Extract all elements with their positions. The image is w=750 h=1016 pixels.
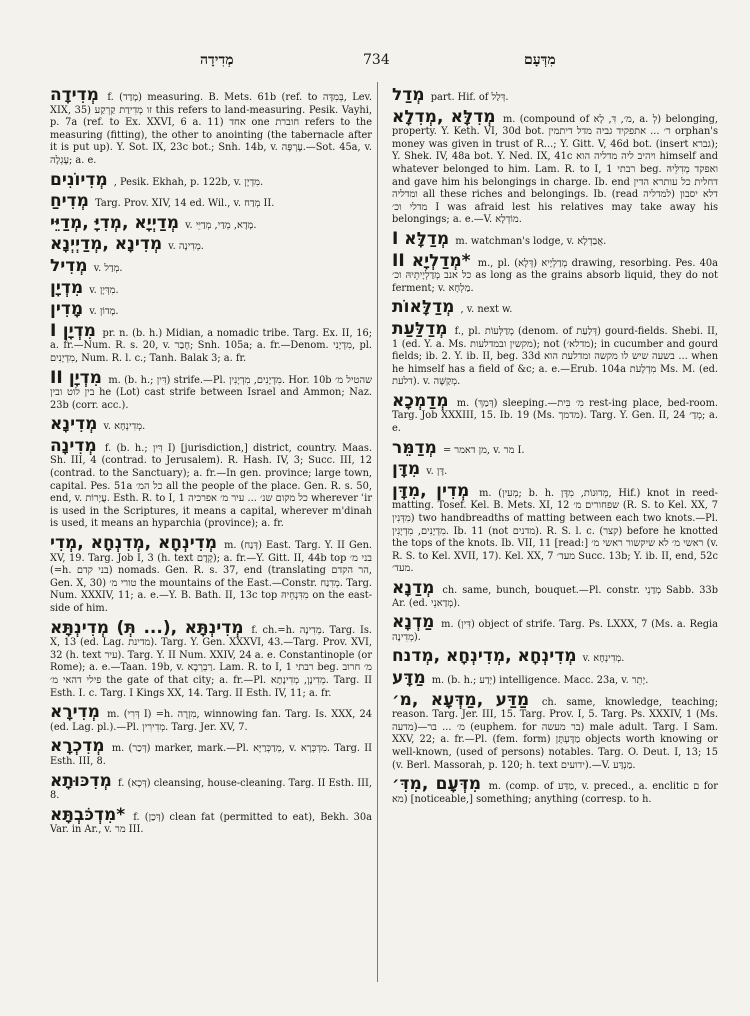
dictionary-entry — [50, 437, 372, 531]
entry-headword: מְדִינָה — [50, 435, 97, 456]
entry-headword: מְדִיל — [50, 255, 88, 276]
entry-definition: v. מְדִינְחָא. — [579, 653, 625, 665]
dictionary-entry — [392, 613, 718, 644]
entry-headword: מְדַל — [392, 85, 425, 105]
entry-headword: מְדִין ,מִדָּן — [392, 480, 470, 501]
entry-headword: מִדְּעָם ,מִדִּ׳ — [392, 774, 482, 795]
entry-headword: מְדִיחַ — [50, 191, 89, 212]
entry-headword: מְדַנָא — [392, 578, 435, 598]
entry-headword: מְדִינְתָּא ,(... תְּ) מְדִינְתָּא — [50, 617, 244, 638]
dictionary-entry — [392, 691, 718, 773]
column-divider — [377, 82, 378, 982]
entry-headword: מָדִין — [50, 299, 84, 320]
entry-definition: f. (מָדַד) measuring. B. Mets. 61b (ref. to בְּמִדָּה, Lev. XIX, 35) זו מְדִידַת קַרְקַע this refers to land-measuring. Pesik. Vayhi, p. 7a (ref. to Ex. XXVI, 6 a. 11) אחד one חוברת refers to the measuring (fitting), the other to anointing (the tabernacle after it is put up). Y. Sot. IX, 23c bot.; Snh. 14b, v. עֶרְפָּה.—Sot. 45a, v. עֶגְלָה; a. e. — [50, 92, 372, 166]
entry-definition: , Pesik. Ekhah, p. 122b, v. מִדְיָן. — [110, 176, 264, 188]
dictionary-entry — [50, 86, 372, 168]
entry-definition: v. מְדַל. — [90, 262, 123, 274]
entry-definition: m. (דִּין) object of strife. Targ. Ps. LXXX, 7 (Ms. a. Regia מְדִינָה). — [392, 619, 718, 643]
dictionary-entry — [50, 257, 372, 276]
entry-definition: m. (compound of מ׳, דִּ, לָא, a. לְ) belonging, property. Y. Keth. VI, 30d bot. ר׳ ... אתפקיד גביה מדל דיתמין orphan's money was given in trust of R...; Y. Gitt. V, 46d bot. (insert גברא); Y. Shek. IV, 48a bot. Y. Ned. IX, 41c ויהיב ליה מדליה הוא himself and whatever belonged to him. Lam. R. to I, 1 רבתי beg. ואפקד מְדִלֵּיהּ and gave him his belongings in charge. Ib. end דחלית כל עותרא הדין ומדליה all these riches and belongings. Ib. (read למדליה) דלא יסבון מדלי וכ׳ I was afraid lest his relatives may take away his belongings; a. e.—V. מוֹדְלָא. — [392, 113, 719, 226]
entry-definition: f. (דְּכָא) cleansing, house-cleaning. Targ. II Esth. III, 8. — [50, 777, 372, 802]
entry-definition: ch. same, knowledge, teaching; reason. Targ. Jer. III, 15. Targ. Prov. I, 5. Targ. Ps. XXXIV, 1 (Ms. מדעה)—מ׳ ... בר (euphem. for בר מעשה) male adult. Targ. I Sam. XXV, 22; a. fr.—Pl. (fem. form) מַדָּעְתָּן objects worth knowing or well-known, (used of persons) notables. Targ. O. Deut. I, 13; 15 (v. Berl. Massorah, p. 120; h. text ידועים).—V. מַנְדַּע. — [392, 696, 718, 771]
entry-definition: f. (דְּכַן) clean fat (permitted to eat), Bekh. 30a Var. in Ar., v. מר III. — [50, 811, 372, 836]
entry-definition: pr. n. (b. h.) Midian, a nomadic tribe. Targ. Ex. II, 16; a. fr.—Num. R. s. 20, v. חָבַר; Snh. 105a; a. fr.—Denom. מִדְיָנִי, pl. מִדְיָנִים, Num. R. l. c.; Tanh. Balak 3; a. fr. — [50, 327, 372, 364]
dictionary-entry — [50, 369, 372, 413]
dictionary-entry — [392, 482, 718, 576]
entry-headword: מְדַיְיָא ,מְדִיָּ ,מְדַיֵּי — [50, 212, 180, 233]
entry-headword: מְדִינְחָא ,מְדִינְחָא ,מְדנח — [392, 646, 577, 667]
dictionary-entry — [50, 737, 372, 768]
entry-definition: f. ch.=h. מְדִינָה. Targ. Is. X, 13 (ed. Lag. מדינת). Targ. Y. Gen. XXXVI, 43.—Targ. Prov. XVI, 32 (h. text עיר). Targ. Y. II Num. XXIV, 24 a. e. Constantinople (or Rome); a. e.—Taan. 19b, v. רַבְרְבָא. Lam. R. to I, 1 רבתי beg. מ׳ חרוב פילי דהאי מ׳ the gate of that city; a. fr.—Pl. מְדִינָן, מְדִינָתָא. Targ. II Esth. I. c. Targ. I Kings XX, 14. Targ. II Esth. IV, 11; a. fr. — [50, 624, 373, 699]
entry-definition: m. (דְּכַר) marker, mark.—Pl. מְדַכְּרַיָּא, v. מִדְכְּרָא. Targ. II Esth. III, 8. — [50, 743, 372, 767]
dictionary-entry — [392, 647, 718, 666]
entry-definition: m. (b. h.; דִּין) strife.—Pl. מִדְיָנִים, מִדְיָנִין. Hor. 10b שהטיל מ׳ בין לוט ובין he (Lot) cast strife between Israel and Ammon; Naz. 23b (corr. acc.). — [50, 374, 373, 411]
entry-headword: מְדַלָּא I — [392, 228, 450, 249]
entry-definition: Targ. Prov. XIV, 14 ed. Wil., v. מְדַח II. — [91, 198, 275, 210]
dictionary-entry — [50, 806, 372, 837]
entry-definition: v. דָּן. — [423, 466, 448, 478]
page-header — [0, 52, 750, 76]
dictionary-entry — [392, 320, 718, 389]
dictionary-entry — [392, 669, 718, 688]
entry-headword: מְדִינָא — [50, 414, 98, 435]
entry-headword: מְדִיוֹנִים — [50, 169, 108, 190]
entry-headword: מְדִינָא ,מְדַיְיְנָא — [50, 234, 163, 255]
entry-headword: מִדְיָן II — [50, 367, 102, 388]
entry-definition: v. מָדוֹן. — [86, 306, 119, 318]
left-column — [50, 86, 372, 840]
entry-headword: מִדְיָן — [50, 277, 84, 298]
dictionary-entry — [392, 86, 718, 105]
entry-definition: m. (דְּנַח) East. Targ. Y. II Gen. XV, 19. Targ. Job I, 3 (h. text קֶדֶם); a. fr.—Y. Gitt. II, 44b top בני מ׳ (=h. בני קדם) nomads. Gen. R. s. 37, end (translating הר הקדם, Gen. X, 30) טורי מ׳ the mountains of the East.—Constr. מְדִנַח. Targ. Num. XXXIV, 11; a. e.—Y. B. Bath. II, 13c top מִדִּנְחֵיהּ on the east-side of him. — [50, 540, 373, 614]
right-column — [392, 86, 718, 809]
running-head-right: מִדְּעָם — [524, 52, 556, 68]
dictionary-entry — [392, 775, 718, 806]
entry-headword: מְדִכּוּתָא — [50, 770, 112, 791]
entry-definition: m. (דְּרִי I) =h. מִזְרֶה, winnowing fan. Targ. Is. XXX, 24 (ed. Lag. pl.).—Pl. מְדִירִין. Targ. Jer. XV, 7. — [50, 709, 372, 733]
entry-headword: מְדִינְחָא ,מְדִנְחָא ,מְדִי — [50, 533, 218, 554]
dictionary-entry — [50, 235, 372, 254]
running-head-left: מְדִידָה — [200, 52, 234, 68]
dictionary-entry — [50, 415, 372, 434]
entry-definition: m. watchman's lodge, v. אֲבַדְלָא. — [452, 235, 607, 247]
dictionary-entry — [392, 298, 718, 317]
entry-headword: מְדַלַּעַת — [392, 318, 448, 339]
entry-definition: ch. same, bunch, bouquet.—Pl. constr. מְדַנֵי Sabb. 33b Ar. (ed. מְדַאנֵי). — [392, 585, 718, 609]
entry-definition: m. (comp. of מַדַּע, v. preced., a. enclitic ם for מא) [noticeable,] something; anything (corresp. to h. — [392, 781, 718, 805]
entry-headword: מְדִכְרָא — [50, 736, 105, 757]
entry-headword: מַדַּע ,מַדְּעָא ,מ׳ — [392, 689, 530, 710]
entry-headword: מְדַמֵּר — [392, 437, 437, 458]
dictionary-entry — [50, 279, 372, 298]
entry-definition: , v. next w. — [457, 304, 513, 316]
entry-definition: f. (b. h.; דִּין I) [jurisdiction,] district, country. Maas. Sh. III, 4 (contrad. to Jerusalem). R. Hash. IV, 3; Succ. III, 12 (contrad. to the Sanctuary); a. fr.—In gen. province; large town, capital. Pes. 51a כל המ׳ all the people of the place. Gen. R. s. 50, end, v. עֲיָרוֹת. Esth. R. to I, 1 כל מקום שנ׳ ... עיר מ׳ אפרכיה wherever ʿir is used in the Scriptures, it means a capital, wherever m'dinah is used, it means an hyparchia (province); a. fr. — [50, 442, 373, 530]
entry-definition: = מן דאמר, v. מר I. — [439, 444, 525, 456]
entry-definition: v. מְדִינָה. — [165, 241, 204, 253]
entry-definition: v. מִדְּיָן. — [86, 284, 119, 296]
entry-definition: m., pl. מְדַלְיָיא (דְּלָא) drawing, resorbing. Pes. 40a כל אנב מְדַלְיָיתֵיהּ וכ׳ as long as the grains absorb liquid, they do not ferment; v. מַלְחָא. — [392, 257, 718, 294]
dictionary-entry — [50, 772, 372, 803]
entry-headword: מְדַמְכָא — [392, 390, 449, 411]
entry-headword: מְדִלָּא ,מְדִלָא — [392, 106, 496, 127]
entry-definition: m. (דְּמַךְ) sleeping.—מִ׳ בִּית rest-ing place, bed-room. Targ. Job XXXIII, 15. Ib. 19 (Ms. מדמך). Targ. Y. Gen. II, 24 מְדַ׳; a. e. — [392, 397, 718, 435]
dictionary-entry — [50, 703, 372, 734]
dictionary-entry — [50, 300, 372, 319]
dictionary-entry — [392, 460, 718, 479]
entry-headword: מִדָּן — [392, 459, 421, 480]
dictionary-entry — [392, 392, 718, 436]
entry-definition: v. מְדִינְחָא. — [100, 421, 146, 433]
entry-headword: מְדִידָה — [50, 85, 99, 105]
dictionary-entry — [50, 322, 372, 366]
dictionary-entry — [50, 214, 372, 233]
entry-headword: מַדָּע — [392, 667, 426, 688]
dictionary-entry — [50, 192, 372, 211]
entry-headword: *מְדַלְיָא II — [392, 250, 471, 271]
entry-headword: מְדִירָא — [50, 702, 100, 723]
entry-headword: מַדְנָא — [392, 612, 435, 633]
entry-definition: v. מָדָא, מְדַי, מְדַיֵּי. — [182, 219, 257, 231]
dictionary-entry — [392, 252, 718, 296]
dictionary-entry — [392, 439, 718, 458]
entry-headword: *מִדְכֹּבְתָּא — [50, 804, 126, 825]
entry-definition: f., pl. מְדַלְּעוֹת (denom. of דְּלַעַת) gourd-fields. Shebi. II, 1 (ed. Y. a. Ms. מקשין ובמדלעות); not (מדלא׳); in cucumber and gourd fields; ib. 2. Y. ib. II, beg. 33d בשעה שיש לו מקשה ומדלעת הוא ... when he himself has a field of &c; a. e.—Erub. 104a מִדְלָעֹת Ms. M. (ed. דלעת). v. מְקַשָּׁה. — [392, 325, 719, 388]
entry-definition: m. (מְעִין; b. h. מְדוּנוֹת, מִדָּן, Hif.) knot in reed-matting. Tosef. Kel. B. Mets. XI, 12 שפחורים מ׳ (R. S. to Kel. XX, 7 מִדְּנִין) two handbreadths of matting between each two knots.—Pl. מִדְיָנִים, מִדְיָנִין. Ib. 11 (not מדנים). R. S. l. c. (קצר) before he knotted the tops of the knots. Ib. VII, 11 [read:] ראשי מ׳ לא שיקשור ראשי מ׳ (v. R. S. to Kel. XVII, 17). Kel. XX, 7 מעד׳ Succ. 13b; Y. ib. II, end, 52c מעד׳. — [392, 487, 718, 575]
entry-headword: מִדְיָן I — [50, 320, 96, 341]
dictionary-entry — [392, 108, 718, 227]
entry-headword: מְדַלָּאוֹת — [392, 297, 455, 318]
entry-definition: part. Hif. of דְּלַל. — [427, 92, 509, 103]
entry-definition: m. (b. h.; יְדַע) intelligence. Macc. 23a, v. יָתֵר. — [428, 674, 649, 686]
page-number: 734 — [363, 52, 390, 68]
dictionary-entry — [50, 619, 372, 701]
dictionary-entry — [392, 230, 718, 249]
dictionary-entry — [392, 579, 718, 610]
dictionary-entry — [50, 534, 372, 616]
dictionary-entry — [50, 171, 372, 190]
